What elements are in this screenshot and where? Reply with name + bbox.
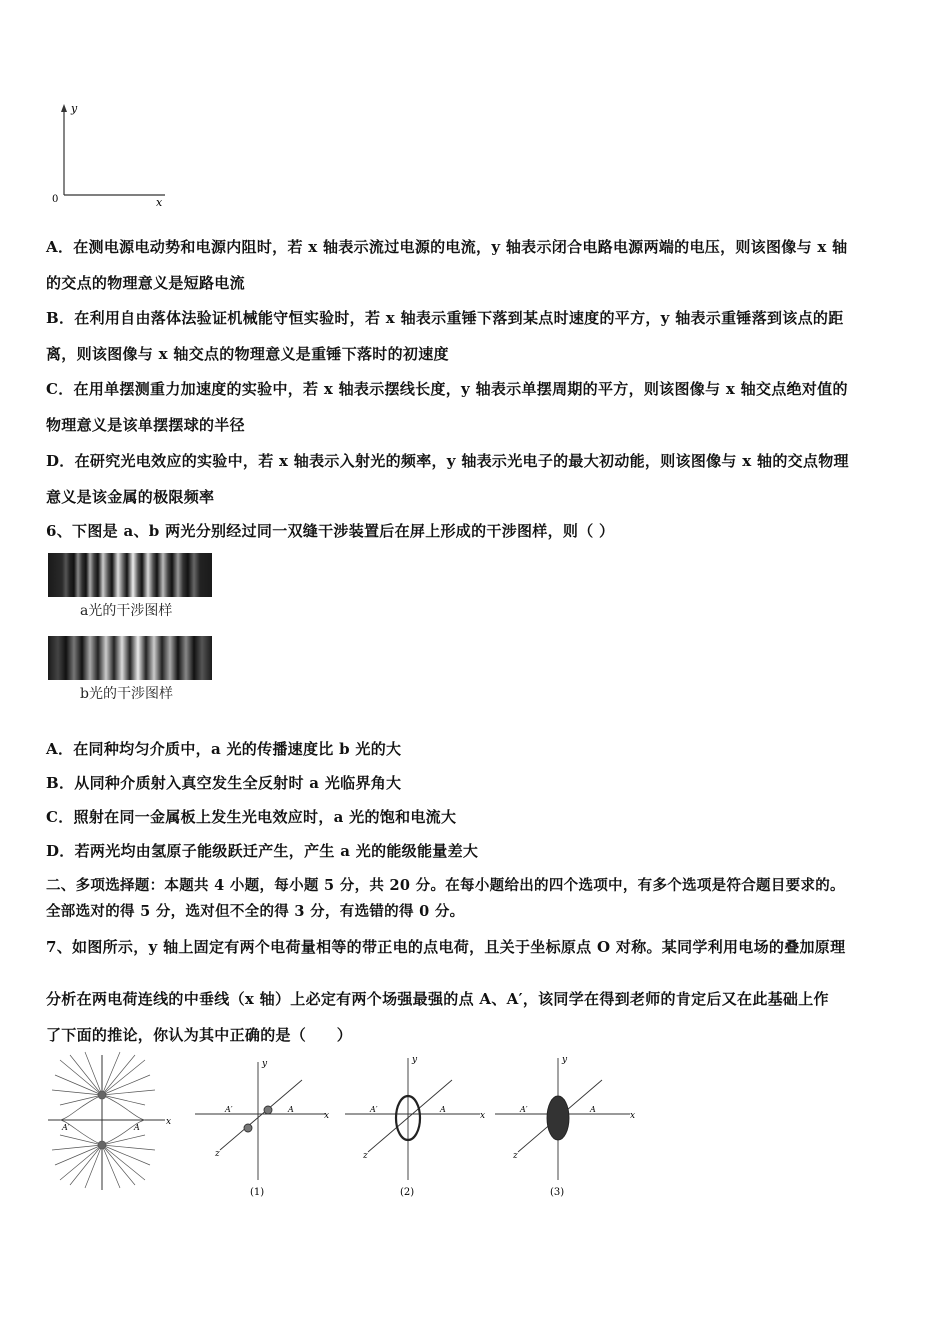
q5-option-c-line2: 物理意义是该单摆摆球的半径	[46, 416, 245, 434]
fig1-z-label: z	[215, 1149, 220, 1159]
fig3-caption: (3)	[550, 1187, 565, 1198]
fig2-y-label: y	[412, 1055, 418, 1065]
x-axis-label: x	[156, 196, 163, 209]
fig3-x-label: x	[630, 1111, 636, 1121]
fig2-z-label: z	[363, 1151, 368, 1161]
q6-option-a: A．在同种均匀介质中，a 光的传播速度比 b 光的大	[46, 740, 402, 758]
q5-option-a-line1: A．在测电源电动势和电源内阻时，若 x 轴表示流过电源的电流，y 轴表示闭合电路电源两端的电压，则该图像与 x 轴	[46, 238, 848, 256]
q7-line1: 7、如图所示，y 轴上固定有两个电荷量相等的带正电的点电荷，且关于坐标原点 O 对称。某同学利用电场的叠加原理	[46, 938, 846, 956]
q5-option-c-line1: C．在用单摆测重力加速度的实验中，若 x 轴表示摆线长度，y 轴表示单摆周期的平方，则该图像与 x 轴交点绝对值的	[46, 380, 848, 398]
fig3-a-label: A	[590, 1105, 596, 1114]
q7-line2: 分析在两电荷连线的中垂线（x 轴）上必定有两个场强最强的点 A、A′，该同学在得到老师的肯定后又在此基础上作	[46, 990, 829, 1008]
q5-option-b-line1: B．在利用自由落体法验证机械能守恒实验时，若 x 轴表示重锤下落到某点时速度的平方，y 轴表示重锤落到该点的距	[46, 309, 844, 327]
fig1-a-prime-label: A′	[225, 1105, 233, 1114]
q6-option-c: C．照射在同一金属板上发生光电效应时，a 光的饱和电流大	[46, 808, 457, 826]
field-lines-figure	[48, 1052, 165, 1190]
fig2-a-prime-label: A′	[370, 1105, 378, 1114]
q5-option-b-line2: 离，则该图像与 x 轴交点的物理意义是重锤下落时的初速度	[46, 345, 449, 363]
q5-option-d-line2: 意义是该金属的极限频率	[46, 488, 215, 506]
figure-1	[195, 1062, 325, 1180]
b-light-interference-pattern	[48, 636, 212, 680]
top-axes-figure	[50, 100, 180, 210]
figure-3	[495, 1058, 630, 1180]
fig2-x-label: x	[480, 1111, 486, 1121]
section2-line2: 全部选对的得 5 分，选对但不全的得 3 分，有选错的得 0 分。	[46, 903, 465, 920]
q7-line3: 了下面的推论，你认为其中正确的是（ ）	[46, 1026, 353, 1044]
fig1-y-label: y	[262, 1059, 268, 1069]
fig2-a-label: A	[440, 1105, 446, 1114]
figure-2	[345, 1058, 480, 1180]
q5-option-a-line2: 的交点的物理意义是短路电流	[46, 274, 245, 292]
fig3-z-label: z	[513, 1151, 518, 1161]
fig0-x-label: x	[166, 1117, 172, 1127]
section2-line1: 二、多项选择题：本题共 4 小题，每小题 5 分，共 20 分。在每小题给出的四个选项中，有多个选项是符合题目要求的。	[46, 877, 845, 894]
origin-label: 0	[52, 194, 59, 205]
b-light-caption: b光的干涉图样	[80, 686, 173, 702]
q6-option-b: B．从同种介质射入真空发生全反射时 a 光临界角大	[46, 774, 402, 792]
fig0-a-label: A	[134, 1123, 140, 1132]
q6-stem: 6、下图是 a、b 两光分别经过同一双缝干涉装置后在屏上形成的干涉图样，则（ ）	[46, 522, 615, 540]
a-light-caption: a光的干涉图样	[80, 603, 173, 619]
fig0-a-prime-label: A′	[62, 1123, 70, 1132]
q7-figures	[40, 1050, 640, 1200]
q5-option-d-line1: D．在研究光电效应的实验中，若 x 轴表示入射光的频率，y 轴表示光电子的最大初动能，则该图像与 x 轴的交点物理	[46, 452, 849, 470]
fig1-x-label: x	[324, 1111, 330, 1121]
fig3-y-label: y	[562, 1055, 568, 1065]
fig1-a-label: A	[288, 1105, 294, 1114]
q6-option-d: D．若两光均由氢原子能级跃迁产生，产生 a 光的能级能量差大	[46, 842, 479, 860]
fig1-caption: (1)	[250, 1187, 265, 1198]
y-axis-label: y	[71, 102, 78, 115]
a-light-interference-pattern	[48, 553, 212, 597]
fig3-a-prime-label: A′	[520, 1105, 528, 1114]
fig2-caption: (2)	[400, 1187, 415, 1198]
